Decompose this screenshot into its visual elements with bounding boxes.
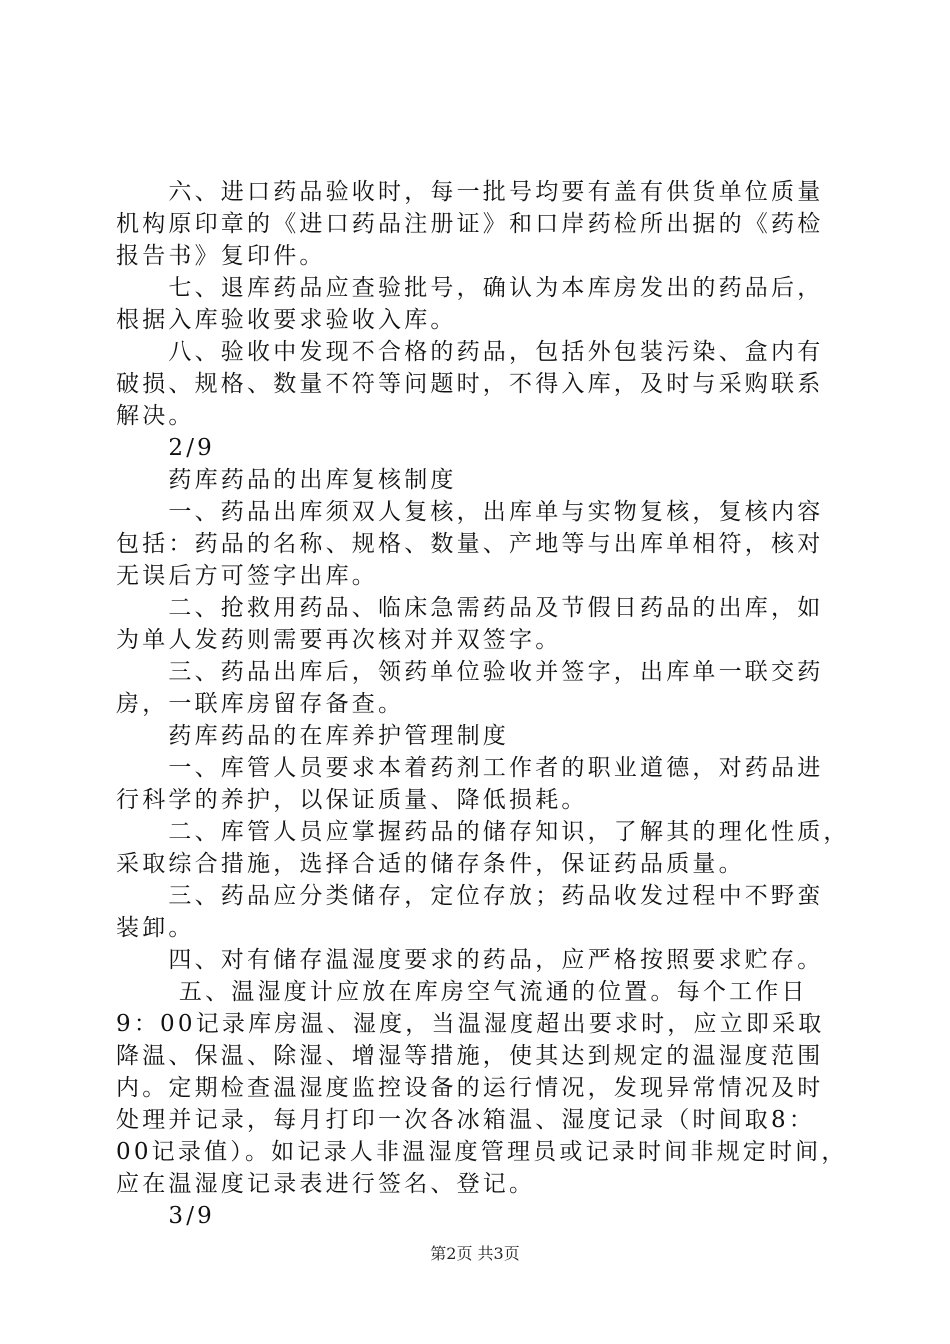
text-line: 9：00记录库房温、湿度，当温湿度超出要求时，应立即采取 (116, 1011, 825, 1037)
text-line: 六、进口药品验收时，每一批号均要有盖有供货单位质量 (116, 179, 824, 205)
text-line: 二、抢救用药品、临床急需药品及节假日药品的出库，如 (116, 595, 824, 621)
text-line: 三、药品出库后，领药单位验收并签字，出库单一联交药 (116, 659, 824, 685)
text-line: 处理并记录，每月打印一次各冰箱温、湿度记录（时间取8： (116, 1107, 816, 1133)
text-line: 00记录值）。如记录人非温湿度管理员或记录时间非规定时间， (116, 1139, 848, 1165)
text-line: 根据入库验收要求验收入库。 (116, 307, 457, 333)
page-marker: 3/9 (116, 1203, 216, 1229)
text-line: 二、库管人员应掌握药品的储存知识，了解其的理化性质， (116, 819, 850, 845)
text-line: 应在温湿度记录表进行签名、登记。 (116, 1171, 536, 1197)
text-line: 八、验收中发现不合格的药品，包括外包装污染、盒内有 (116, 339, 824, 365)
text-line: 三、药品应分类储存，定位存放；药品收发过程中不野蛮 (116, 883, 824, 909)
text-line: 装卸。 (116, 915, 195, 941)
text-line: 一、药品出库须双人复核，出库单与实物复核，复核内容 (116, 499, 824, 525)
text-line: 为单人发药则需要再次核对并双签字。 (116, 627, 562, 653)
text-line: 降温、保温、除湿、增湿等措施，使其达到规定的温湿度范围 (116, 1043, 824, 1069)
text-line: 房，一联库房留存备查。 (116, 691, 405, 717)
text-line: 五、温湿度计应放在库房空气流通的位置。每个工作日 (116, 979, 808, 1005)
text-line: 包括：药品的名称、规格、数量、产地等与出库单相符，核对 (116, 531, 824, 557)
text-line: 报告书》复印件。 (116, 243, 326, 269)
section-title: 药库药品的出库复核制度 (116, 467, 457, 493)
text-line: 破损、规格、数量不符等问题时，不得入库，及时与采购联系 (116, 371, 824, 397)
text-line: 无误后方可签字出库。 (116, 563, 378, 589)
text-line: 行科学的养护，以保证质量、降低损耗。 (116, 787, 588, 813)
text-line: 采取综合措施，选择合适的储存条件，保证药品质量。 (116, 851, 745, 877)
text-line: 解决。 (116, 403, 195, 429)
text-line: 四、对有储存温湿度要求的药品，应严格按照要求贮存。 (116, 947, 824, 973)
text-line: 机构原印章的《进口药品注册证》和口岸药检所出据的《药检 (116, 211, 824, 237)
page-marker: 2/9 (116, 435, 216, 461)
text-line: 内。定期检查温湿度监控设备的运行情况，发现异常情况及时 (116, 1075, 824, 1101)
text-line: 一、库管人员要求本着药剂工作者的职业道德，对药品进 (116, 755, 824, 781)
section-title: 药库药品的在库养护管理制度 (116, 723, 509, 749)
text-line: 七、退库药品应查验批号，确认为本库房发出的药品后， (116, 275, 824, 301)
page-footer: 第2页 共3页 (430, 1244, 520, 1263)
